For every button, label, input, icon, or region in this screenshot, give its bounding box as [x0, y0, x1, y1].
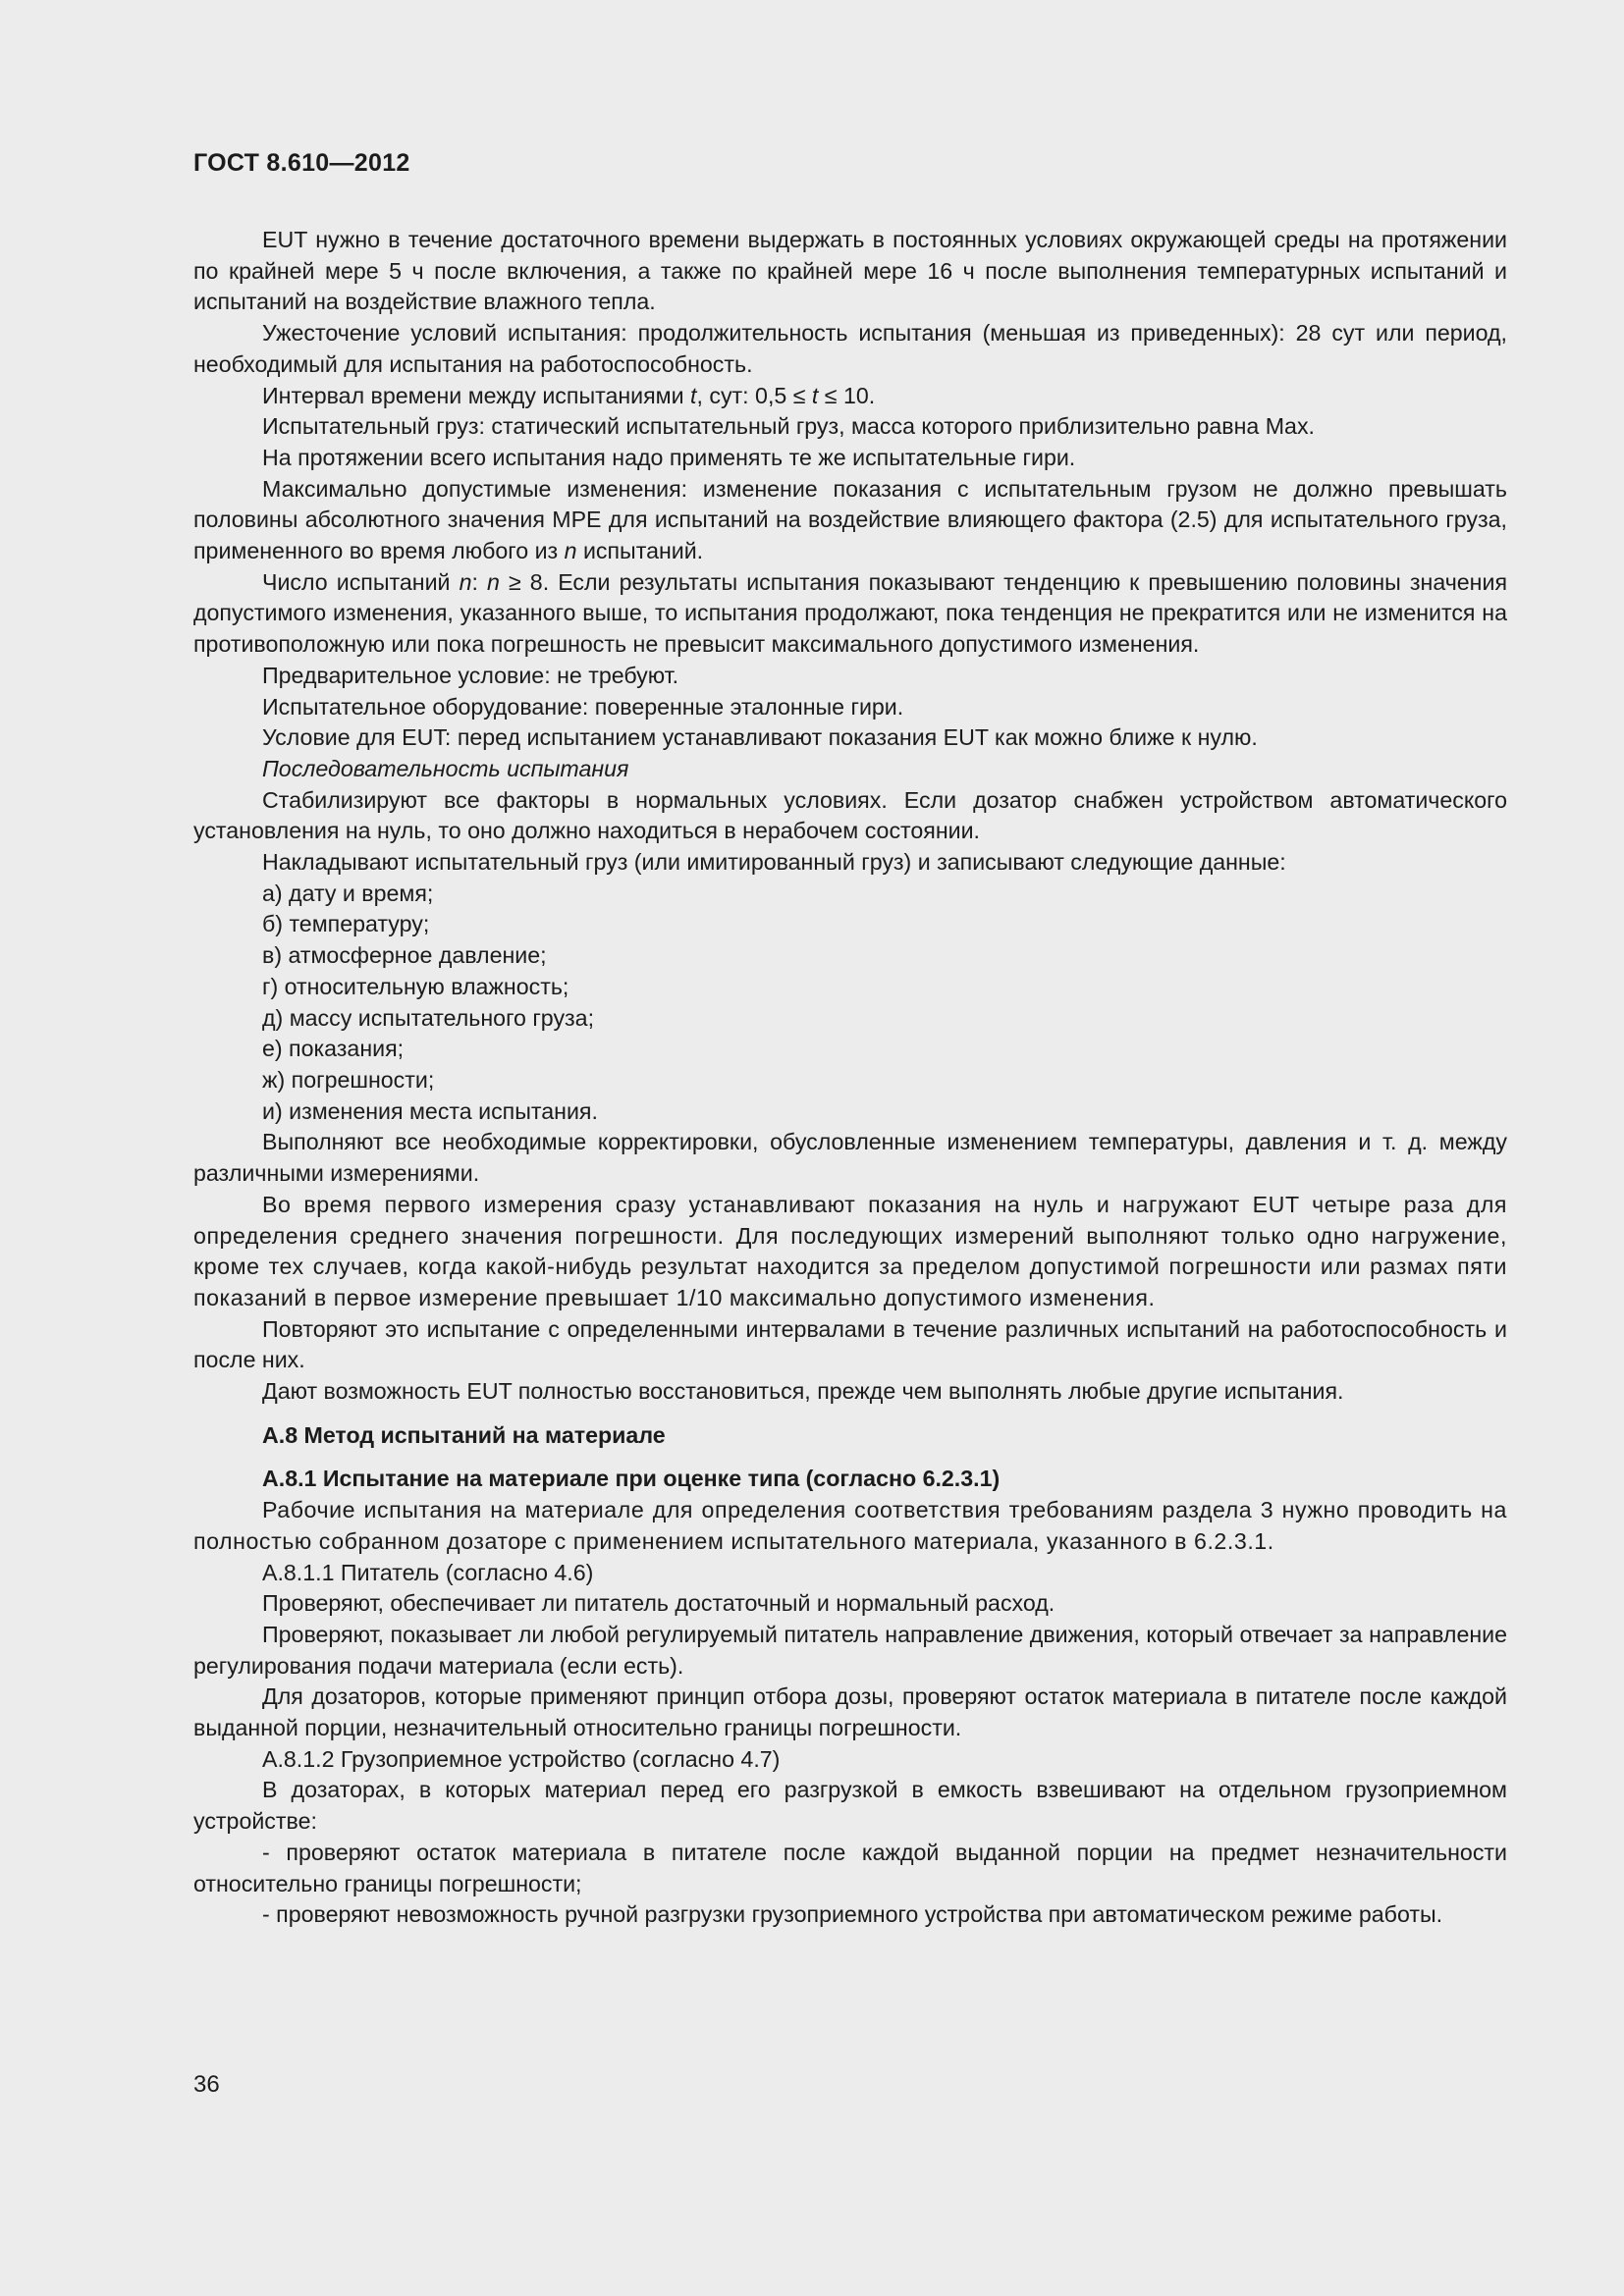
list-item: е) показания; — [262, 1036, 405, 1062]
standard-header: ГОСТ 8.610—2012 — [193, 149, 410, 177]
paragraph: Испытательное оборудование: поверенные эталонные гири. — [262, 693, 904, 720]
paragraph: Накладывают испытательный груз (или имитированный груз) и записывают следующие данные: — [262, 849, 1286, 876]
list-item: б) температуру; — [262, 911, 430, 937]
paragraph: Повторяют это испытание с определенными интервалами в течение различных испытаний на работоспособность и после них. — [193, 1315, 1507, 1373]
document-body — [193, 225, 1507, 1931]
paragraph: Для дозаторов, которые применяют принцип отбора дозы, проверяют остаток материала в питателе после каждой выданной порции, незначительный относительно границы погрешности. — [193, 1683, 1507, 1741]
variable-t: t — [690, 382, 697, 408]
list-item: г) относительную влажность; — [262, 973, 569, 999]
paragraph: Рабочие испытания на материале для определения соответствия требованиям раздела 3 нужно проводить на полностью собранном дозаторе с применением испытательного материала, указанного в 6.2.3.1. — [193, 1497, 1507, 1554]
clause-title: А.8.1.2 Грузоприемное устройство (согласно 4.7) — [262, 1745, 781, 1772]
variable-n: n — [564, 538, 577, 564]
paragraph: Проверяют, обеспечивает ли питатель достаточный и нормальный расход. — [262, 1590, 1056, 1617]
list-item: д) массу испытательного груза; — [262, 1004, 595, 1031]
paragraph: - проверяют невозможность ручной разгрузки грузоприемного устройства при автоматическом режиме работы. — [262, 1901, 1443, 1928]
subheading-italic: Последовательность испытания — [262, 755, 629, 781]
paragraph: На протяжении всего испытания надо применять те же испытательные гири. — [262, 444, 1076, 470]
list-item: ж) погрешности; — [262, 1066, 435, 1093]
list-item: и) изменения места испытания. — [262, 1097, 598, 1124]
paragraph: В дозаторах, в которых материал перед его разгрузкой в емкость взвешивают на отдельном грузоприемном устройстве: — [193, 1777, 1507, 1835]
subsection-heading: А.8.1 Испытание на материале при оценке типа (согласно 6.2.3.1) — [262, 1466, 1001, 1492]
list-item: а) дату и время; — [262, 880, 434, 906]
list-item: в) атмосферное давление; — [262, 942, 547, 969]
variable-n: n — [487, 568, 500, 595]
paragraph: EUT нужно в течение достаточного времени выдержать в постоянных условиях окружающей среды на протяжении по крайней мере 5 ч после включения, а также по крайней мере 16 ч после выполнения температурных испытаний и испытаний на воздействие влажного тепла. — [193, 227, 1507, 315]
paragraph: - проверяют остаток материала в питателе после каждой выданной порции на предмет незначительности относительно границы погрешности; — [193, 1839, 1507, 1896]
paragraph: Предварительное условие: не требуют. — [262, 662, 679, 688]
paragraph: Условие для EUT: перед испытанием устанавливают показания EUT как можно ближе к нулю. — [262, 724, 1258, 751]
paragraph: Испытательный груз: статический испытательный груз, масса которого приблизительно равна Max. — [262, 413, 1315, 440]
paragraph: Проверяют, показывает ли любой регулируемый питатель направление движения, который отвечает за направление регулирования подачи материала (если есть). — [193, 1621, 1507, 1679]
paragraph: Число испытаний n: n ≥ 8. Если результаты испытания показывают тенденцию к превышению половины значения допустимого изменения, указанного выше, то испытания продолжают, пока тенденция не прекратится или не изменится на противоположную или пока погрешность не превысит максимального допустимого изменения. — [193, 568, 1507, 658]
clause-title: А.8.1.1 Питатель (согласно 4.6) — [262, 1559, 594, 1585]
paragraph: Ужесточение условий испытания: продолжительность испытания (меньшая из приведенных): 28 сут или период, необходимый для испытания на работоспособность. — [193, 320, 1507, 377]
page-number: 36 — [193, 2071, 220, 2098]
paragraph: Максимально допустимые изменения: изменение показания с испытательным грузом не должно превышать половины абсолютного значения МРЕ для испытаний на воздействие влияющего фактора (2.5) для испытательного груза, примененного во время любого из n испытаний. — [193, 475, 1507, 564]
paragraph: Выполняют все необходимые корректировки, обусловленные изменением температуры, давления и т. д. между различными измерениями. — [193, 1129, 1507, 1187]
section-heading: А.8 Метод испытаний на материале — [262, 1421, 666, 1448]
variable-t: t — [811, 382, 819, 408]
paragraph: Стабилизируют все факторы в нормальных условиях. Если дозатор снабжен устройством автоматического установления на нуль, то оно должно находиться в нерабочем состоянии. — [193, 786, 1507, 844]
paragraph: Интервал времени между испытаниями t, сут: 0,5 ≤ t ≤ 10. — [262, 382, 876, 408]
paragraph: Во время первого измерения сразу устанавливают показания на нуль и нагружают EUT четыре раза для определения среднего значения погрешности. Для последующих измерений выполняют только одно нагружение, кроме тех случаев, когда какой-нибудь результат находится за пределом допустимой погрешности или размах пяти показаний в первое измерение превышает 1/10 максимально допустимого изменения. — [193, 1191, 1507, 1310]
paragraph: Дают возможность EUT полностью восстановиться, прежде чем выполнять любые другие испытания. — [262, 1378, 1344, 1405]
variable-n: n — [459, 568, 472, 595]
